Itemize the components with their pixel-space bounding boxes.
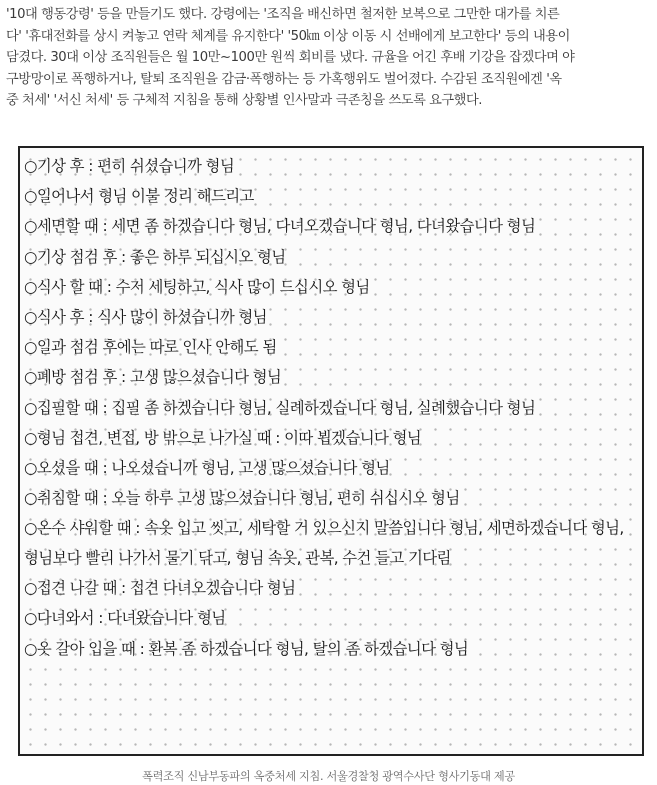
article-line: 담겼다. 30대 이상 조직원들은 월 10만~100만 원씩 회비를 냈다. 규율을 어긴 후배 기강을 잡겠다며 야 [6,50,575,65]
rules-document-image [18,146,644,756]
rule-item: ○폐방 점검 후 : 고생 많으셨습니다 형님 [24,368,282,387]
rule-item: ○접견 나갈 때 : 접견 다녀오겠습니다 형님 [24,579,296,598]
rule-item-multiline: ○온수 샤워할 때 : 속옷 입고 씻고, 세탁할 거 있으신지 말씀입니다 형님, 세면하겠습니다 형님, 형님보다 빨리 나가서 물기 닦고, 형님 속옷, 관복, 수건 들고 기다림 [24,519,624,567]
rule-item: ○식사 할 때 : 수저 세팅하고, 식사 많이 드십시오 형님 [24,277,370,296]
article-line: 구방망이로 폭행하거나, 탈퇴 조직원을 감금·폭행하는 등 가혹행위도 벌어졌다. 수감된 조직원에겐 '옥 [6,71,562,87]
rule-item: ○다녀와서 : 다녀왔습니다 형님 [24,609,226,628]
rule-item: ○일어나서 형님 이불 정리 해드리고 [24,187,254,206]
rule-item: ○오셨을 때 : 나오셨습니까 형님, 고생 많으셨습니다 형님 [24,458,390,477]
rule-item: ○취침할 때 : 오늘 하루 고생 많으셨습니다 형님, 편히 쉬십시오 형님 [24,489,460,508]
rule-item: ○기상 후 : 편히 쉬셨습니까 형님 [24,157,235,175]
image-caption: 폭력조직 신남부동파의 옥중처세 지침. 서울경찰청 광역수사단 형사기동대 제공 [142,770,515,783]
rules-list [24,156,638,669]
rule-item: ○기상 점검 후 : 좋은 하루 되십시오 형님 [24,247,286,266]
rule-item: ○일과 점검 후에는 따로 인사 안해도 됨 [24,338,277,357]
rule-item: ○세면할 때 : 세면 좀 하겠습니다 형님, 다녀오겠습니다 형님, 다녀왔습니다 형님 [24,217,536,236]
article-line: 중 처세' '서신 처세' 등 구체적 지침을 통해 상황별 인사말과 극존칭을 쓰도록 요구했다. [6,93,482,108]
article-line: 다' '휴대전화를 상시 켜놓고 연락 체계를 유지한다' '50㎞ 이상 이동 시 선배에게 보고한다' 등의 내용이 [6,28,570,44]
rule-item: ○옷 갈아 입을 때 : 환복 좀 하겠습니다 형님, 탈의 좀 하겠습니다 형님 [24,639,469,658]
article-body [6,4,646,112]
rule-item: ○집필할 때 : 집필 좀 하겠습니다 형님, 실례하겠습니다 형님, 실례했습니다 형님 [24,398,536,417]
rule-item: ○식사 후 : 식사 많이 하셨습니까 형님 [24,307,267,326]
article-line: '10대 행동강령' 등을 만들기도 했다. 강령에는 '조직을 배신하면 철저한 보복으로 그만한 대가를 치른 [6,7,560,22]
rule-item: ○형님 접견, 변접, 방 밖으로 나가실 때 : 이따 뵙겠습니다 형님 [24,428,422,447]
